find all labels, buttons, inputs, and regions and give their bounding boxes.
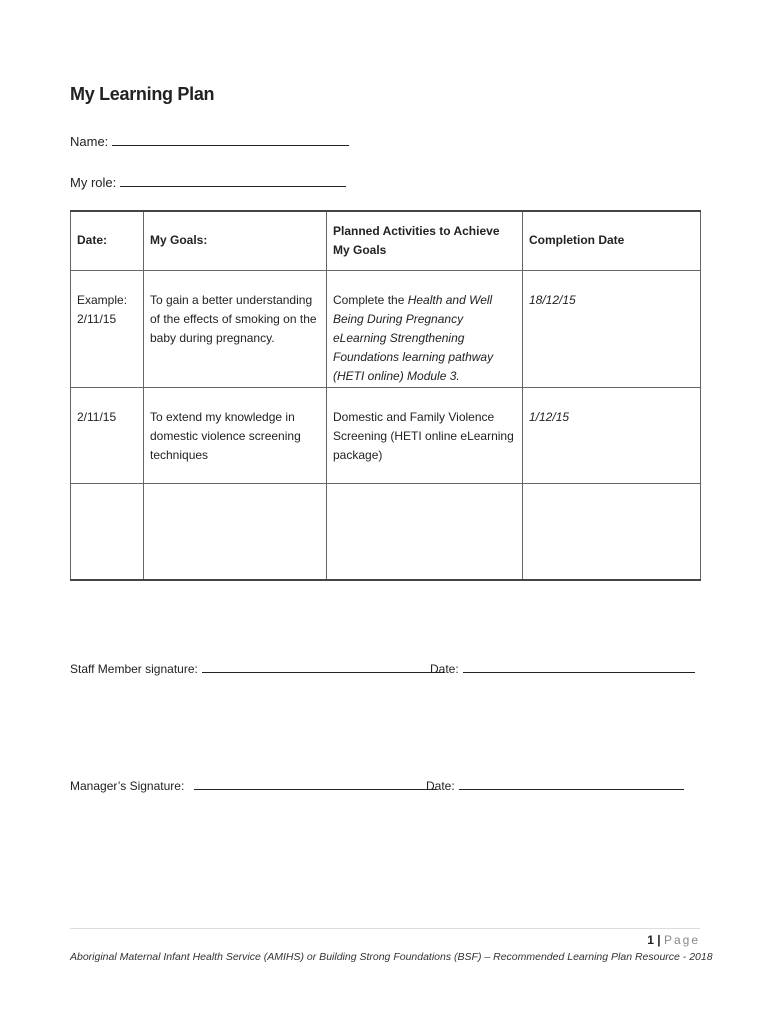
manager-date-field [426, 778, 684, 793]
cell-goal[interactable] [144, 483, 327, 580]
cell-activity [327, 270, 523, 387]
manager-signature-line[interactable] [194, 778, 436, 790]
name-field [70, 133, 349, 149]
activity-text: Complete the [333, 292, 408, 307]
cell-goal: To gain a better understanding of the effects of smoking on the baby during pregnancy. [144, 270, 327, 387]
page-title: My Learning Plan [70, 84, 215, 104]
table-row [71, 387, 701, 483]
page-label: Page [663, 933, 700, 947]
name-label: Name: [70, 134, 109, 149]
staff-date-label: Date: [430, 662, 459, 676]
staff-signature-line[interactable] [202, 661, 444, 673]
staff-date-field [430, 661, 695, 676]
cell-date: Example: 2/11/15 [71, 270, 144, 387]
cell-completion[interactable] [523, 483, 701, 580]
table-header-row [71, 211, 701, 270]
staff-signature-field [70, 661, 444, 676]
header-goals: My Goals: [144, 211, 327, 270]
page-number-value: 1 [647, 933, 654, 947]
header-completion: Completion Date [523, 211, 701, 270]
activity-text: Domestic and Family Violence Screening (HETI online eLearning package) [333, 409, 514, 462]
cell-completion: 1/12/15 [523, 387, 701, 483]
activity-italic-text: Health and Well Being During Pregnancy eLearning Strengthening Foundations learning pathway (HETI online) Module 3. [333, 292, 494, 383]
cell-date[interactable] [71, 483, 144, 580]
cell-activity[interactable] [327, 483, 523, 580]
page-number [647, 933, 700, 947]
header-activities: Planned Activities to Achieve My Goals [327, 211, 523, 270]
role-label: My role: [70, 175, 117, 190]
manager-signature-label: Manager’s Signature: [70, 779, 185, 793]
role-field [70, 174, 346, 190]
table-row [71, 270, 701, 387]
manager-signature-field [70, 778, 436, 793]
role-line[interactable] [120, 174, 346, 187]
manager-date-line[interactable] [459, 778, 684, 790]
footer-divider [70, 928, 700, 929]
cell-completion: 18/12/15 [523, 270, 701, 387]
staff-date-line[interactable] [463, 661, 695, 673]
cell-date: 2/11/15 [71, 387, 144, 483]
cell-activity [327, 387, 523, 483]
footer-text: Aboriginal Maternal Infant Health Service (AMIHS) or Building Strong Foundations (BSF) – Recommended Learning Plan Resource - 2018 [70, 951, 713, 963]
page-separator: | [657, 933, 661, 947]
cell-goal: To extend my knowledge in domestic violence screening techniques [144, 387, 327, 483]
manager-date-label: Date: [426, 779, 455, 793]
table-row [71, 483, 701, 580]
staff-signature-label: Staff Member signature: [70, 662, 198, 676]
header-date: Date: [71, 211, 144, 270]
name-line[interactable] [112, 133, 349, 146]
learning-plan-table [70, 210, 701, 581]
